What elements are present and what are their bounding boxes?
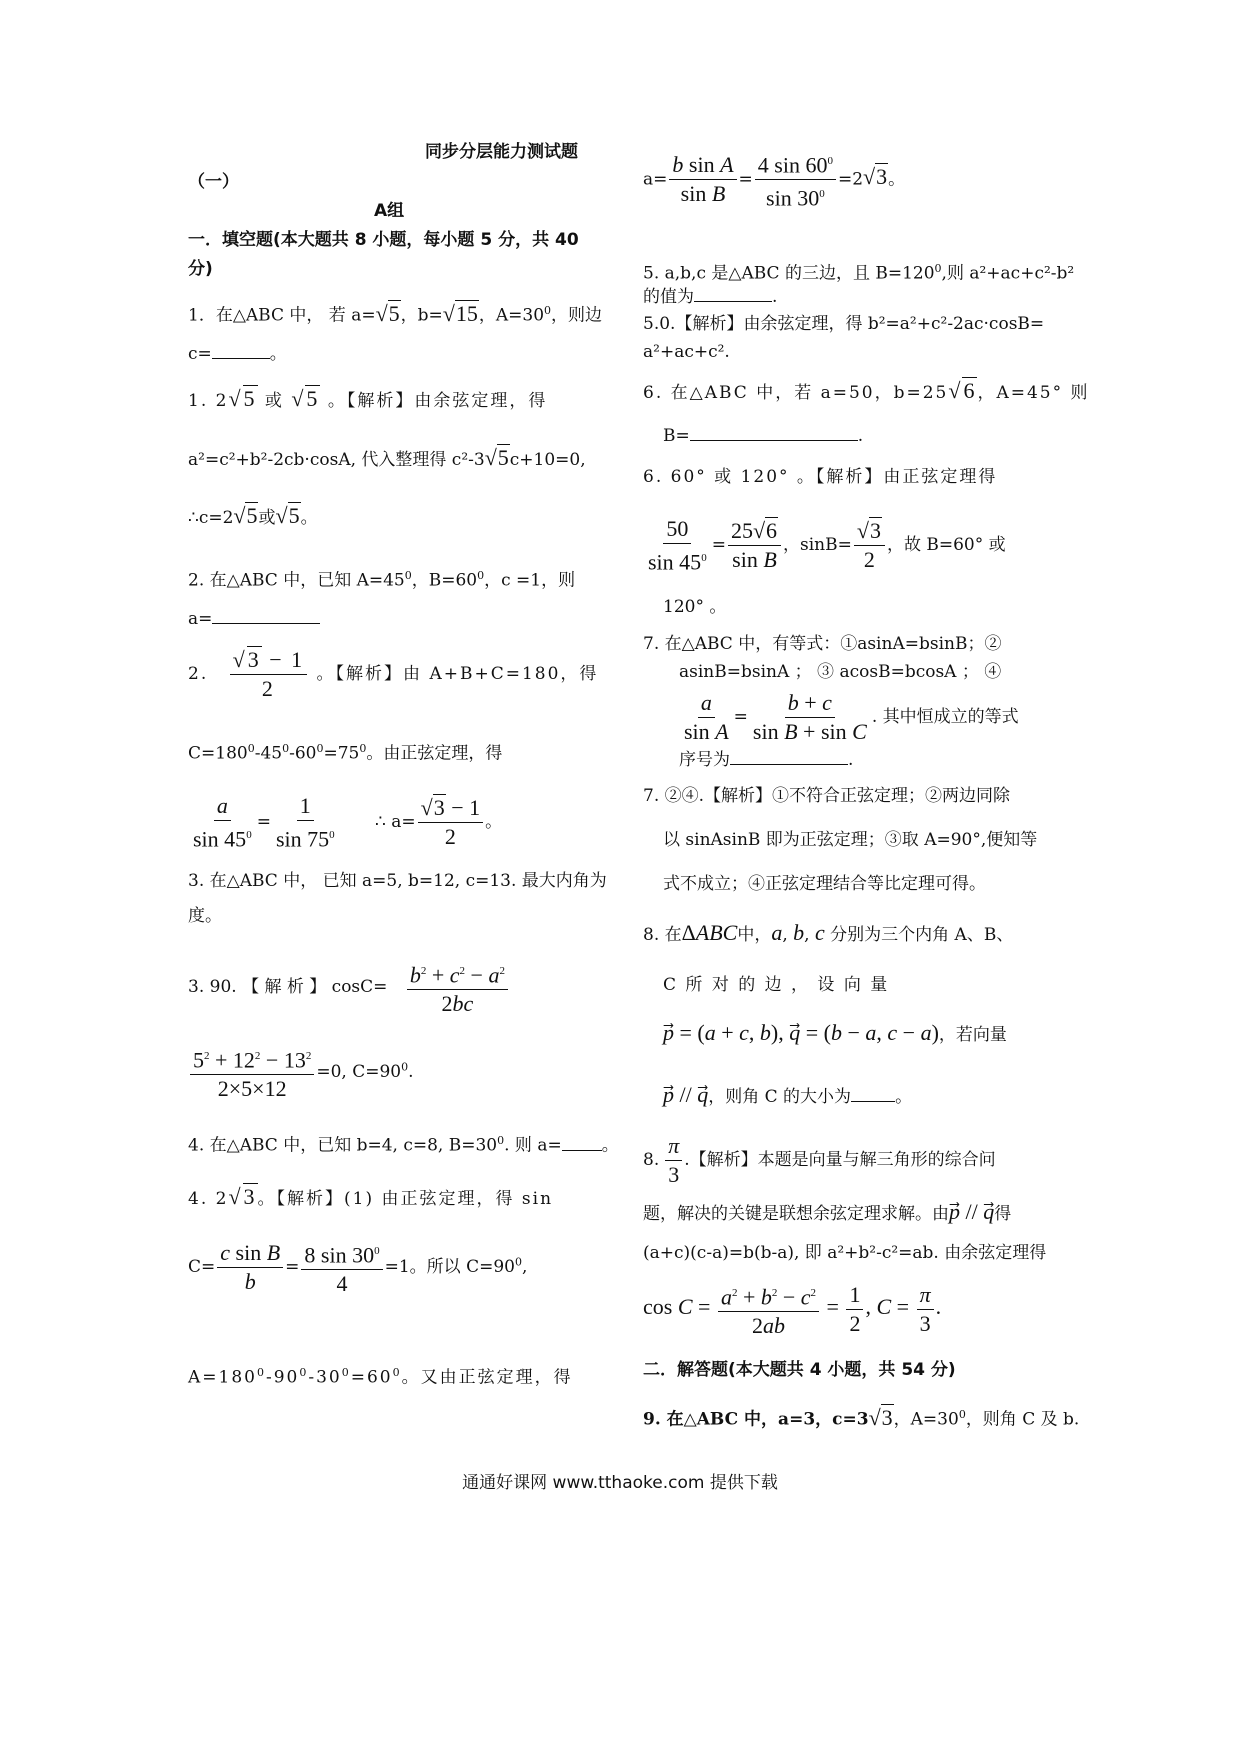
question-9: 9. 在△ABC 中，a=3，c=3√3，$A=30^0$，则角 C 及 b. xyxy=(643,1404,1080,1430)
answer-4: 4. 2√3。【解析】(1) 由正弦定理，得 sin xyxy=(188,1184,554,1209)
question-8-line4: p⃗ // q，则角 C 的大小为 。 xyxy=(663,1082,913,1107)
group-label: A组 xyxy=(374,201,405,221)
answer-6-line2: $\frac{50}{\sin 45^0}$ = $\frac{25√6}{\text{sin B}}$ ，sinB= $\frac{√3}{2}$ ，故 B=60° 或 xyxy=(648,516,1006,575)
answer-7-line3: 式不成立；④正弦定理结合等比定理可得。 xyxy=(663,874,986,894)
question-7-line2: asinB=bsinA ； ③ acosB=bcosA ； ④ xyxy=(679,662,1002,682)
answer-4-line3: $A=180^0-90^0-30^0=60^0$。又由正弦定理，得 xyxy=(188,1366,573,1388)
part-label: （一） xyxy=(188,172,239,192)
section1-heading-cont: 分) xyxy=(188,259,213,279)
question-7-line4: 序号为 . xyxy=(679,750,854,770)
question-3: 3. 在△ABC 中， 已知 a=5, b=12, c=13. 最大内角为 xyxy=(188,871,607,891)
answer-8-line2: 题，解决的关键是联想余弦定理求解。由p⃗ // q得 xyxy=(643,1199,1012,1224)
answer-6: 6. 60° 或 120° 。【解析】由正弦定理得 xyxy=(643,467,998,487)
document-title: 同步分层能力测试题 xyxy=(425,142,578,162)
answer-2-line2: $C=180^0-45^0-60^0=75^0$。由正弦定理，得 xyxy=(188,742,503,764)
answer-1: 1. 2√5 或 √5 。【解析】由余弦定理，得 xyxy=(188,386,548,411)
answer-1-line2: a²=c²+b²-2cb·cosA, 代入整理得 c²-3√5c+10=0, xyxy=(188,445,586,470)
answer-1-line3: ∴c=2√5或√5。 xyxy=(188,503,318,528)
question-7: 7. 在△ABC 中，有等式：①asinA=bsinB；② xyxy=(643,634,1002,654)
answer-4-line2: C= $\frac{\text{c sin B}}{b}$ = $\frac{8 \sin 30^0}{4}$ =1。所以 $C=90^0$, xyxy=(188,1238,527,1297)
section1-heading: 一．填空题(本大题共 8 小题，每小题 5 分，共 40 xyxy=(188,230,579,250)
answer-2-line3: $\frac{a}{\sin 45^0}$ = $\frac{1}{\sin 75^0}$ ∴ a= $\frac{√3 - 1}{2}$ 。 xyxy=(193,793,503,852)
footer-source: 通通好课网 www.tthaoke.com 提供下载 xyxy=(462,1473,778,1493)
answer-8-line4: cos C = $\frac{a^2 + b^2 - c^2}{2ab}$ = $\frac{1}{2}$ , C = $\frac{\pi}{3}$ . xyxy=(643,1280,941,1339)
answer-2: 2. $\frac{√3 - 1}{2}$ 。【解析】由 A+B+C=180，得 xyxy=(188,647,599,701)
question-3-line2: 度。 xyxy=(188,906,222,926)
answer-7-line2: 以 sinAsinB 即为正弦定理；③取 A=90°,便知等 xyxy=(663,830,1038,850)
question-5: 5. a,b,c 是△ABC 的三边，且 $B=120^0$,则 a²+ac+c²-b² xyxy=(643,262,1075,284)
question-8-line3: p⃗ = (a + c, b), q⃗ = (b − a, c − a)，若向量 xyxy=(663,1020,1007,1045)
answer-3: 3. 90. 【 解 析 】 cosC= $\frac{b^2 + c^2 - a^2}{2bc}$ xyxy=(188,958,510,1017)
answer-6-line3: 120° 。 xyxy=(663,597,727,617)
question-7-line3: $\frac{a}{\text{sin A}}$ = $\frac{b + c}{\text{sin B + sin C}}$ . 其中恒成立的等式 xyxy=(684,690,1019,744)
question-8-line2: C 所 对 的 边 ， 设 向 量 xyxy=(663,975,890,995)
answer-8: 8. $\frac{\pi}{3}$ .【解析】本题是向量与解三角形的综合问 xyxy=(643,1133,996,1187)
answer-7: 7. ②④.【解析】①不符合正弦定理；②两边同除 xyxy=(643,786,1011,806)
answer-3-line2: $\frac{5^2 + 12^2 - 13^2}{2\times 5\times 12}$ =0, $C=90^0$. xyxy=(188,1043,414,1102)
question-6: 6. 在△ABC 中，若 a=50，b=25√6，A=45° 则 xyxy=(643,378,1090,403)
question-1-line2: c= 。 xyxy=(188,344,287,364)
question-2: 2. 在△ABC 中，已知 $A=45^0$，$B=60^0$，c =1，则 xyxy=(188,569,576,591)
answer-5: 5.0.【解析】由余弦定理，得 b²=a²+c²-2ac·cosB= xyxy=(643,314,1045,334)
question-2-line2: a= xyxy=(188,607,320,630)
answer-4-conclusion: a= $\frac{\text{b sin A}}{\text{sin B}}$ = $\frac{4 \sin 60^0}{\sin 30^0}$ =2√3。 xyxy=(643,148,905,212)
section2-heading: 二．解答题(本大题共 4 小题，共 54 分) xyxy=(643,1360,956,1380)
question-6-line2: B= . xyxy=(663,426,864,446)
question-5-line2: 的值为 . xyxy=(643,287,778,307)
answer-5-line2: a²+ac+c². xyxy=(643,342,730,362)
question-4: 4. 在△ABC 中，已知 b=4, c=8, $B=30^0$. 则 a= 。 xyxy=(188,1134,619,1156)
question-8: 8. 在ΔABC中，a, b, c 分别为三个内角 A、B、 xyxy=(643,920,1014,945)
question-1: 1．在△ABC 中， 若 a=√5，b=√15，$A=30^0$，则边 xyxy=(188,300,603,326)
answer-8-line3: (a+c)(c-a)=b(b-a), 即 a²+b²-c²=ab. 由余弦定理得 xyxy=(643,1243,1047,1263)
